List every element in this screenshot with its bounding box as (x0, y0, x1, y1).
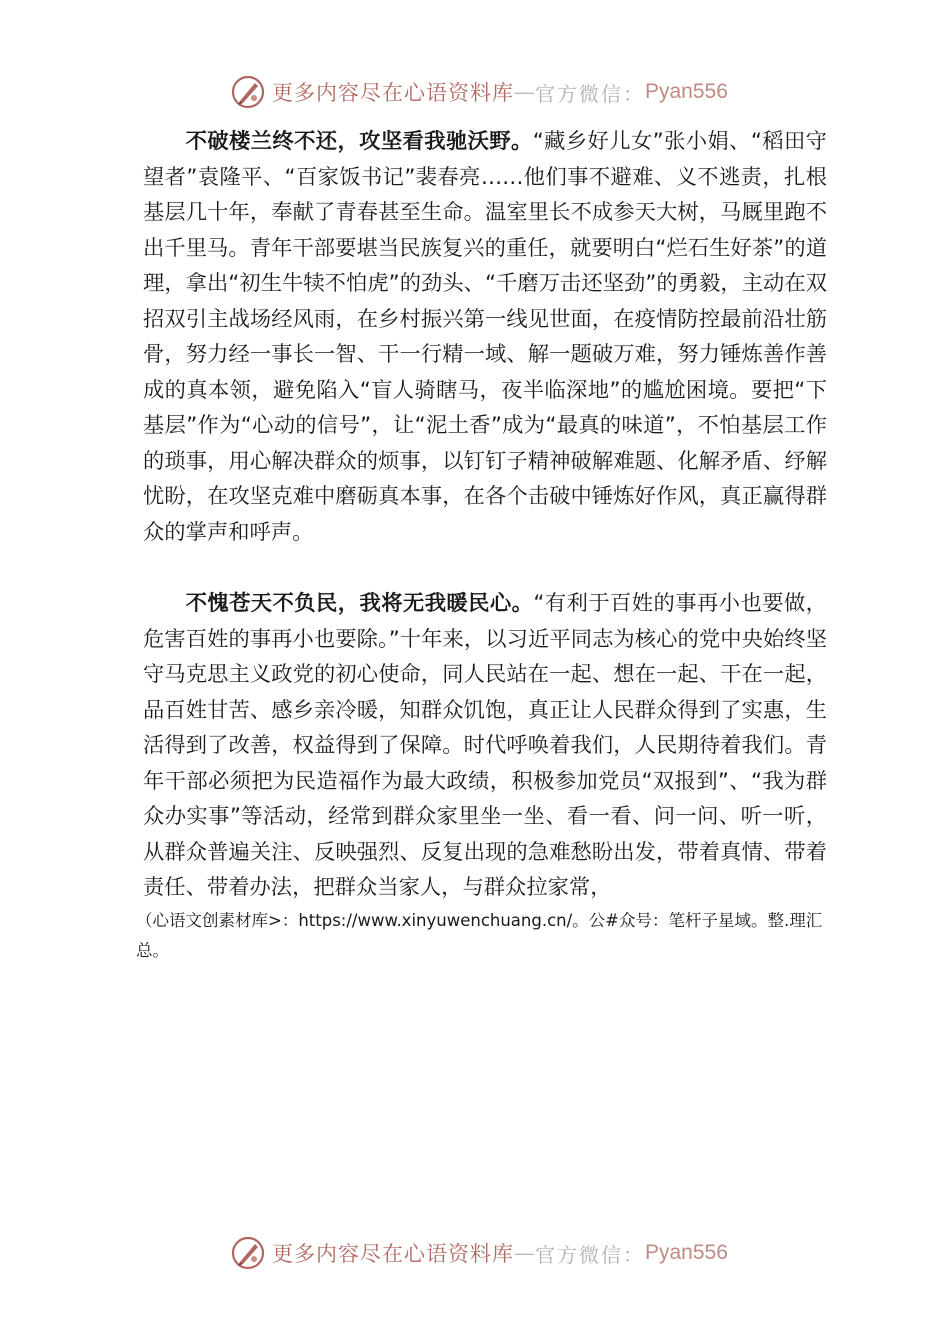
article-body (143, 124, 827, 906)
paragraph-1-lead: 不破楼兰终不还，攻坚看我驰沃野。 (185, 129, 533, 154)
footer-banner (230, 1233, 730, 1273)
header-banner (230, 72, 730, 112)
banner-wechat-label: 官方微信： (535, 81, 645, 106)
banner-text: 更多内容尽在心语资料库 (272, 1242, 514, 1266)
paragraph-2-lead: 不愧苍天不负民，我将无我暖民心。 (185, 591, 534, 616)
paragraph-2 (143, 586, 827, 906)
banner-separator: — (514, 80, 535, 104)
banner-wechat-id: Pyan556 (645, 1241, 728, 1264)
quill-pen-logo-icon (230, 74, 266, 110)
paragraph-1-text: “藏乡好儿女”张小娟、“稻田守望者”袁隆平、“百家饭书记”裴春亮……他们事不避难、义不逃责，扎根基层几十年，奉献了青春甚至生命。温室里长不成参天大树，马厩里跑不出千里马。青年干部要堪当民族复兴的重任，就要明白“烂石生好茶”的道理，拿出“初生牛犊不怕虎”的劲头、“千磨万击还坚劲”的勇毅，主动在双招双引主战场经风雨，在乡村振兴第一线见世面，在疫情防控最前沿壮筋骨，努力经一事长一智、干一行精一域、解一题破万难，努力锤炼善作善成的真本领，避免陷入“盲人骑瞎马，夜半临深地”的尴尬困境。要把“下基层”作为“心动的信号”，让“泥土香”成为“最真的味道”，不怕基层工作的琐事，用心解决群众的烦事，以钉钉子精神破解难题、化解矛盾、纾解忧盼，在攻坚克难中磨砺真本事，在各个击破中锤炼好作风，真正赢得群众的掌声和呼声。 (143, 129, 827, 545)
source-note: （心语文创素材库>：https://www.xinyuwenchuang.cn/。公#众号：笔杆子星域。整.理汇总。 (136, 911, 823, 960)
paragraph-1 (143, 124, 827, 550)
banner-wechat-label: 官方微信： (535, 1242, 645, 1267)
banner-wechat-id: Pyan556 (645, 80, 728, 103)
paragraph-2-text: “有利于百姓的事再小也要做，危害百姓的事再小也要除。”十年来，以习近平同志为核心的党中央始终坚守马克思主义政党的初心使命，同人民站在一起、想在一起、干在一起，品百姓甘苦、感乡亲冷暖，知群众饥饱，真正让人民群众得到了实惠，生活得到了改善，权益得到了保障。时代呼唤着我们，人民期待着我们。青年干部必须把为民造福作为最大政绩，积极参加党员“双报到”、“我为群众办实事”等活动，经常到群众家里坐一坐、看一看、问一问、听一听，从群众普遍关注、反映强烈、反复出现的急难愁盼出发，带着真情、带着责任、带着办法，把群众当家人，与群众拉家常， (143, 591, 827, 900)
banner-separator: — (514, 1241, 535, 1265)
banner-text: 更多内容尽在心语资料库 (272, 81, 514, 105)
quill-pen-logo-icon (230, 1235, 266, 1271)
